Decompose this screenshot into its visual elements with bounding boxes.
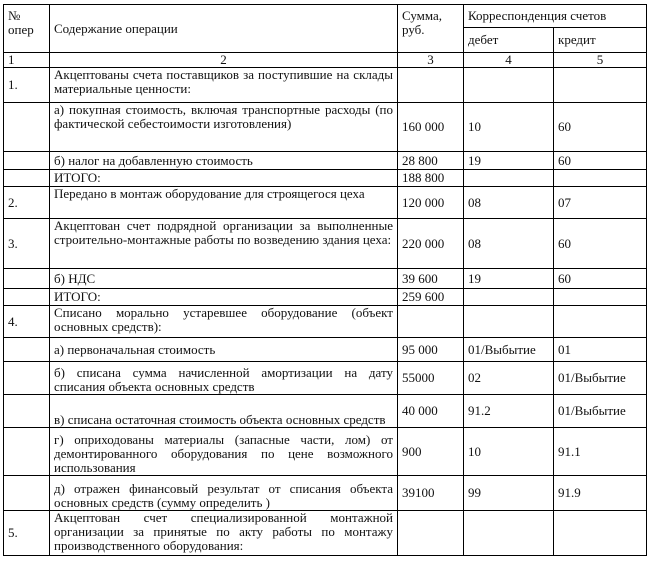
table-row [4,511,647,556]
row-credit: 91.9 [554,476,647,511]
col-number-1: 1 [4,53,50,68]
header-num: № опер [4,5,50,53]
row-debit: 01/Выбытие [464,338,554,362]
table-row [4,170,647,187]
table-row [4,476,647,511]
table-row [4,219,647,269]
row-sum: 55000 [398,362,464,395]
row-text: ИТОГО: [50,170,398,187]
row-credit: 91.1 [554,428,647,476]
row-debit: 08 [464,187,554,219]
table-row [4,187,647,219]
table-row [4,362,647,395]
row-debit: 10 [464,103,554,152]
operations-table [3,4,647,556]
column-number-row [4,53,647,68]
table-row [4,269,647,289]
row-sum: 28 800 [398,152,464,170]
row-sum [398,68,464,103]
row-debit: 10 [464,428,554,476]
row-debit: 19 [464,269,554,289]
row-num: 3. [4,219,50,269]
row-text: б) НДС [50,269,398,289]
header-correspondence: Корреспонденция счетов [464,5,647,28]
row-debit: 08 [464,219,554,269]
row-text: б) налог на добавленную стоимость [50,152,398,170]
header-sum: Сумма, руб. [398,5,464,53]
row-sum: 120 000 [398,187,464,219]
table-row [4,306,647,338]
row-num [4,428,50,476]
row-credit: 60 [554,103,647,152]
row-sum: 39100 [398,476,464,511]
row-debit [464,306,554,338]
row-text: д) отражен финансовый результат от списания объекта основных средств (сумму определить ) [50,476,398,511]
row-sum: 40 000 [398,395,464,428]
table-row [4,68,647,103]
row-num [4,170,50,187]
row-credit: 60 [554,269,647,289]
row-num [4,289,50,306]
row-debit: 19 [464,152,554,170]
row-credit: 07 [554,187,647,219]
row-sum: 95 000 [398,338,464,362]
table-row [4,338,647,362]
header-debit: дебет [464,28,554,53]
row-sum [398,306,464,338]
row-text: а) первоначальная стоимость [50,338,398,362]
table-row [4,152,647,170]
table-row [4,289,647,306]
row-text: Списано морально устаревшее оборудование (объект основных средств): [50,306,398,338]
row-num [4,103,50,152]
row-num [4,269,50,289]
header-row-1 [4,5,647,28]
row-text: г) оприходованы материалы (запасные части, лом) от демонтированного оборудования по цене возможного использования [50,428,398,476]
row-credit [554,289,647,306]
row-num [4,395,50,428]
row-sum: 900 [398,428,464,476]
table-row [4,395,647,428]
row-credit: 60 [554,219,647,269]
row-debit: 99 [464,476,554,511]
table-row [4,103,647,152]
row-text: Акцептован счет подрядной организации за выполненные строительно-монтажные работы по возведению здания цеха: [50,219,398,269]
row-text: б) списана сумма начисленной амортизации на дату списания объекта основных средств [50,362,398,395]
row-credit: 01/Выбытие [554,395,647,428]
row-debit [464,511,554,556]
row-sum: 220 000 [398,219,464,269]
row-text: Акцептован счет специализированной монтажной организации за принятые по акту работы по монтажу производственного оборудования: [50,511,398,556]
col-number-5: 5 [554,53,647,68]
row-credit: 60 [554,152,647,170]
col-number-4: 4 [464,53,554,68]
row-num [4,152,50,170]
row-text: в) списана остаточная стоимость объекта основных средств [50,395,398,428]
header-credit: кредит [554,28,647,53]
row-text: Передано в монтаж оборудование для строящегося цеха [50,187,398,219]
row-debit [464,289,554,306]
row-debit: 02 [464,362,554,395]
row-credit: 01 [554,338,647,362]
row-sum [398,511,464,556]
row-num: 1. [4,68,50,103]
row-num [4,338,50,362]
row-sum: 188 800 [398,170,464,187]
row-sum: 259 600 [398,289,464,306]
col-number-3: 3 [398,53,464,68]
row-num [4,362,50,395]
row-credit [554,306,647,338]
table-row [4,428,647,476]
row-debit: 91.2 [464,395,554,428]
document-page [3,4,646,556]
row-num: 2. [4,187,50,219]
row-num: 5. [4,511,50,556]
row-num [4,476,50,511]
row-debit [464,68,554,103]
row-credit [554,170,647,187]
row-credit [554,511,647,556]
row-text: Акцептованы счета поставщиков за поступившие на склады материальные ценности: [50,68,398,103]
row-sum: 160 000 [398,103,464,152]
row-text: ИТОГО: [50,289,398,306]
row-credit: 01/Выбытие [554,362,647,395]
row-sum: 39 600 [398,269,464,289]
header-content: Содержание операции [50,5,398,53]
col-number-2: 2 [50,53,398,68]
row-num: 4. [4,306,50,338]
row-debit [464,170,554,187]
row-text: а) покупная стоимость, включая транспортные расходы (по фактической себестоимости изготовления) [50,103,398,152]
row-credit [554,68,647,103]
